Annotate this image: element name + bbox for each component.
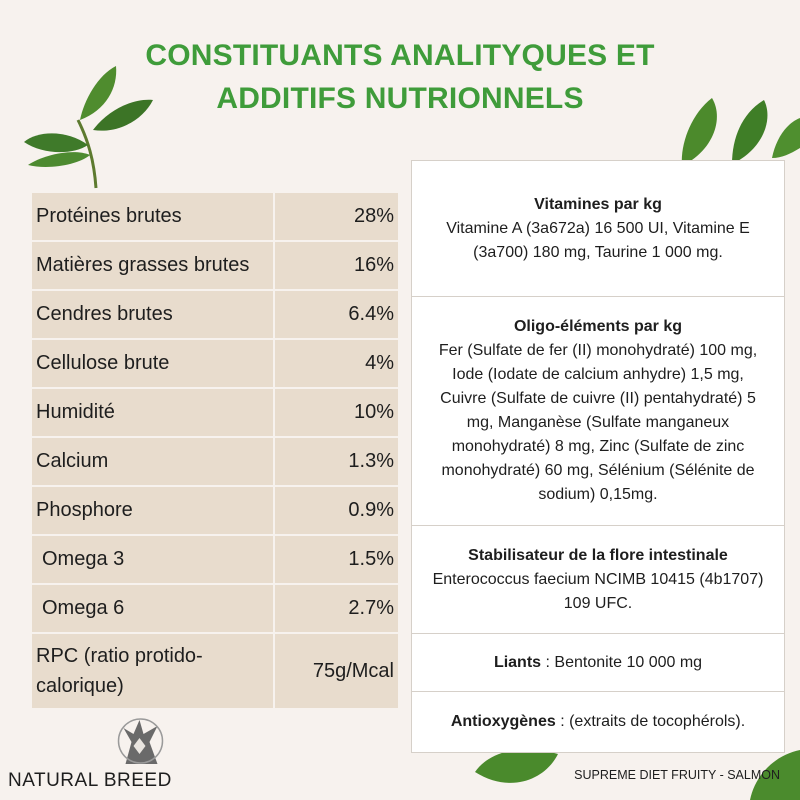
flora-text: Enterococcus faecium NCIMB 10415 (4b1707) 109 UFC. [432, 570, 764, 612]
analytical-constituents-table [32, 193, 400, 710]
table-row [32, 242, 400, 291]
trace-elements-section [412, 297, 784, 526]
constituent-label: RPC (ratio protido-calorique) [32, 634, 275, 710]
constituent-label: Omega 6 [32, 585, 275, 634]
antioxidants-heading: Antioxygènes [450, 713, 556, 730]
constituent-label: Calcium [32, 438, 275, 487]
constituent-label: Humidité [32, 389, 275, 438]
vitamins-section [412, 161, 784, 297]
constituent-value: 6.4% [275, 291, 400, 340]
table-row [32, 585, 400, 634]
constituent-value: 0.9% [275, 487, 400, 536]
trace-elements-text: Fer (Sulfate de fer (II) monohydraté) 100 mg, Iode (Iodate de calcium anhydre) 1,5 mg, Cuivre (Sulfate de cuivre (II) pentahydraté) 5 mg, Manganèse (Sulfate manganeux monohydraté) 8 mg, Zinc (Sulfate de zinc monohydraté) 60 mg, Sélénium (Sélénite de sodium) 0,15mg. [438, 342, 758, 503]
trace-elements-heading: Oligo-éléments par kg [513, 318, 683, 335]
constituent-label: Protéines brutes [32, 193, 275, 242]
constituent-value: 2.7% [275, 585, 400, 634]
table-row [32, 389, 400, 438]
table-row [32, 487, 400, 536]
constituent-value: 4% [275, 340, 400, 389]
product-name: SUPREME DIET FRUITY - SALMON [574, 768, 780, 782]
constituent-label: Phosphore [32, 487, 275, 536]
binders-heading: Liants [493, 653, 542, 671]
binders-text: : Bentonite 10 000 mg [541, 653, 703, 671]
constituent-label: Omega 3 [32, 536, 275, 585]
additives-panel [411, 160, 785, 753]
table-row [32, 634, 400, 710]
table-row [32, 438, 400, 487]
constituent-label: Matières grasses brutes [32, 242, 275, 291]
constituent-value: 1.5% [275, 536, 400, 585]
table-row [32, 340, 400, 389]
table-row [32, 291, 400, 340]
brand-name: NATURAL BREED [8, 770, 172, 791]
constituent-value: 16% [275, 242, 400, 291]
constituent-value: 75g/Mcal [275, 634, 400, 710]
table-row [32, 536, 400, 585]
page-title-line-1: CONSTITUANTS ANALITYQUES ET [145, 39, 655, 72]
page-title-line-2: ADDITIFS NUTRIONNELS [216, 82, 584, 115]
wolf-logo-icon [58, 716, 223, 766]
antioxidants-section [412, 692, 784, 752]
table-row [32, 193, 400, 242]
binders-section [412, 634, 784, 692]
vitamins-text: Vitamine A (3a672a) 16 500 UI, Vitamine E (3a700) 180 mg, Taurine 1 000 mg. [446, 219, 750, 261]
flora-heading: Stabilisateur de la flore intestinale [468, 546, 728, 564]
constituent-value: 1.3% [275, 438, 400, 487]
flora-section [412, 526, 784, 634]
constituent-label: Cendres brutes [32, 291, 275, 340]
constituent-label: Cellulose brute [32, 340, 275, 389]
constituent-value: 10% [275, 389, 400, 438]
vitamins-heading: Vitamines par kg [534, 195, 662, 213]
page-title [0, 34, 800, 120]
antioxidants-text: : (extraits de tocophérols). [555, 713, 746, 730]
constituent-value: 28% [275, 193, 400, 242]
